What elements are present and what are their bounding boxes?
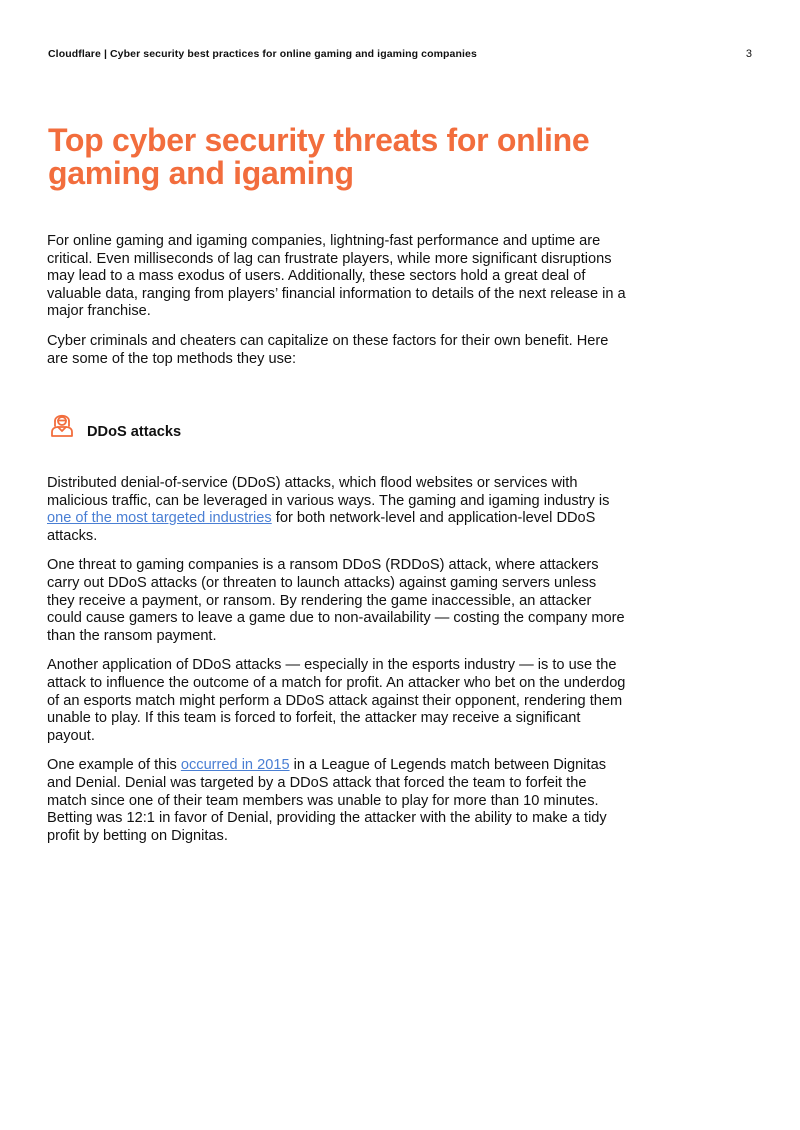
occurred-in-2015-link[interactable]: occurred in 2015 xyxy=(180,757,290,774)
body-paragraph: One threat to gaming companies is a ransom DDoS (RDDoS) attack, where attackers carry out DDoS attacks (or threaten to launch attacks) against gaming servers unless they receive a payment, or ransom. By rendering the game inaccessible, an attacker could cause gamers to leave a game due to non-availability — costing the company more than the ransom payment. xyxy=(47,557,625,644)
text-span: in a League of Legends match between Dignitas and Denial. Denial was targeted by a DDoS attack that forced the team to forfeit the match since one of their team members was unable to play for more than 10 minutes. Betting was 12:1 in favor of Denial, providing the attacker with the ability to make a tidy profit by betting on Dignitas. xyxy=(47,757,607,844)
body-paragraph xyxy=(47,475,627,545)
section-heading xyxy=(47,408,347,444)
body-section xyxy=(47,475,627,857)
section-title: DDoS attacks xyxy=(87,424,182,440)
intro-paragraph: For online gaming and igaming companies, lightning-fast performance and uptime are critical. Even milliseconds of lag can frustrate players, while more significant disruptions may lead to a mass exodus of users. Additionally, these sectors hold a great deal of valuable data, ranging from players’ financial information to details of the next release in a major franchise. xyxy=(47,233,626,320)
page-title: Top cyber security threats for online gaming and igaming xyxy=(48,122,590,191)
text-span: Distributed denial-of-service (DDoS) attacks, which flood websites or services with malicious traffic, can be leveraged in various ways. The gaming and igaming industry is xyxy=(47,475,610,509)
most-targeted-industries-link[interactable]: one of the most targeted industries xyxy=(47,510,272,527)
page-header xyxy=(48,48,752,64)
text-span: for both network-level and application-level DDoS attacks. xyxy=(47,510,596,544)
body-paragraph xyxy=(47,757,627,845)
body-paragraph: Another application of DDoS attacks — especially in the esports industry — is to use the attack to influence the outcome of a match for profit. An attacker who bet on the underdog of an esports match might perform a DDoS attack against their opponent, rendering them unable to play. If this team is forced to forfeit, the attacker may receive a significant payout. xyxy=(47,657,626,744)
text-span: One example of this xyxy=(47,757,181,774)
intro-paragraph: Cyber criminals and cheaters can capitalize on these factors for their own benefit. Here are some of the top methods they use: xyxy=(47,332,609,367)
hooded-attacker-icon xyxy=(47,408,77,438)
intro-section xyxy=(47,233,627,380)
page-number: 3 xyxy=(745,48,752,60)
header-title: Cloudflare | Cyber security best practices for online gaming and igaming companies xyxy=(48,48,477,60)
